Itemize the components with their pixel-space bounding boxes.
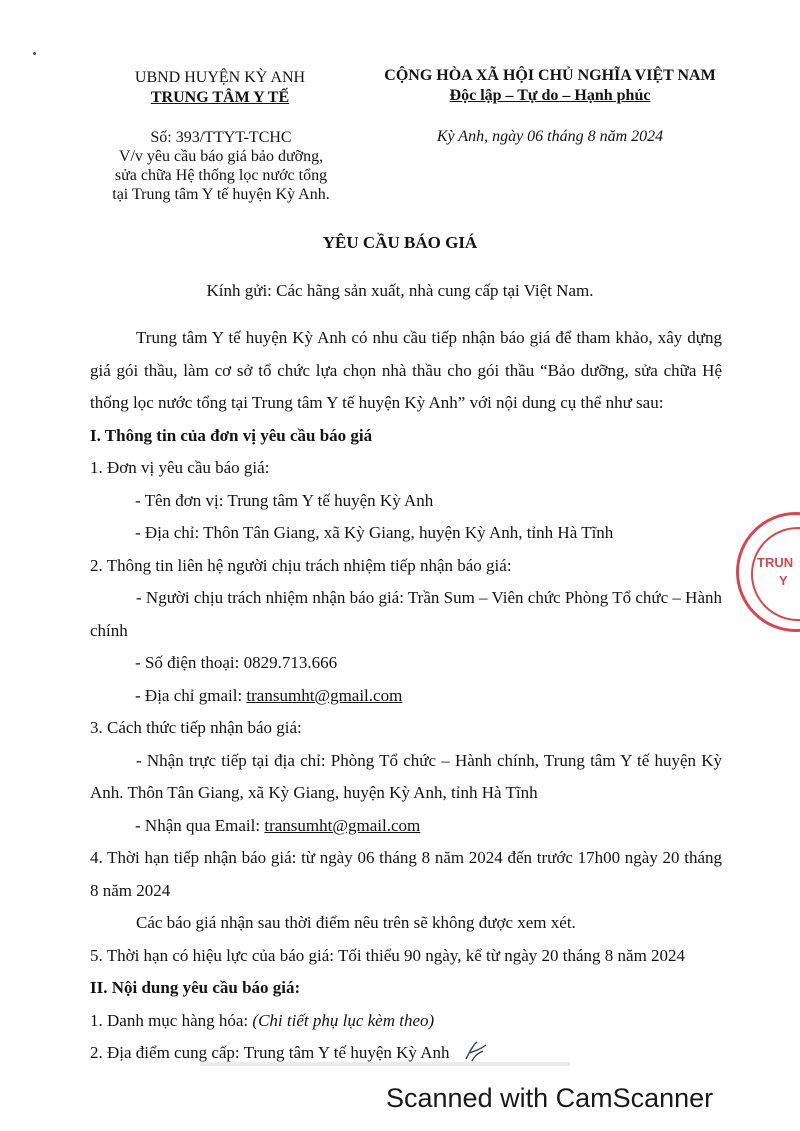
s1-item-4: 4. Thời hạn tiếp nhận báo giá: từ ngày 06 tháng 8 năm 2024 đến trước 17h00 ngày 20 tháng 8 năm 2024 — [90, 848, 722, 900]
section-1-heading: I. Thông tin của đơn vị yêu cầu báo giá — [90, 425, 373, 445]
doc-title: YÊU CẦU BÁO GIÁ — [322, 233, 478, 252]
national-title: CỘNG HÒA XÃ HỘI CHỦ NGHĨA VIỆT NAM — [384, 67, 716, 84]
national-motto: Độc lập – Tự do – Hạnh phúc — [449, 87, 651, 104]
s2-item-2-text: 2. Địa điểm cung cấp: Trung tâm Y tế huyện Kỳ Anh — [90, 1043, 450, 1062]
seal-inner-ring — [751, 527, 800, 621]
unit-name: - Tên đơn vị: Trung tâm Y tế huyện Kỳ Anh — [135, 490, 434, 510]
s1-item-2: 2. Thông tin liên hệ người chịu trách nhiệm tiếp nhận báo giá: — [90, 555, 512, 575]
email-label: - Nhận qua Email: — [135, 815, 265, 835]
s1-item-3: 3. Cách thức tiếp nhận báo giá: — [90, 718, 302, 737]
doc-date: Kỳ Anh, ngày 06 tháng 8 năm 2024 — [436, 128, 664, 145]
seal-text-2: Y — [779, 573, 788, 588]
doc-subject-line-1: V/v yêu cầu báo giá bảo dưỡng, — [118, 148, 324, 165]
doc-subject-line-3: tại Trung tâm Y tế huyện Kỳ Anh. — [112, 186, 330, 203]
gmail-link[interactable]: transumht@gmail.com — [246, 685, 403, 705]
red-seal-stamp — [736, 512, 800, 632]
initial-signature — [463, 1039, 489, 1063]
responsible-person: - Người chịu trách nhiệm nhận báo giá: Trần Sum – Viên chức Phòng Tổ chức – Hành chính — [90, 588, 722, 640]
issuer-unit: TRUNG TÂM Y TẾ — [150, 89, 290, 106]
doc-subject-line-2: sửa chữa Hệ thống lọc nước tổng — [114, 167, 328, 184]
s1-item-1: 1. Đơn vị yêu cầu báo giá: — [90, 458, 270, 477]
recipient-line: Kính gửi: Các hãng sản xuất, nhà cung cấp tại Việt Nam. — [206, 281, 594, 300]
doc-number-block — [90, 128, 352, 204]
doc-number: Số: 393/TTYT-TCHC — [150, 129, 292, 146]
s2-item-1-note: (Chi tiết phụ lục kèm theo) — [252, 1010, 435, 1030]
doc-body — [90, 322, 722, 1070]
intro-paragraph: Trung tâm Y tế huyện Kỳ Anh có nhu cầu tiếp nhận báo giá để tham khảo, xây dựng giá gói thầu, làm cơ sở tổ chức lựa chọn nhà thầu cho gói thầu “Bảo dưỡng, sửa chữa Hệ thống lọc nước tổng tại Trung tâm Y tế huyện Kỳ Anh” với nội dung cụ thể như sau: — [90, 328, 722, 412]
unit-address: - Địa chỉ: Thôn Tân Giang, xã Kỳ Giang, huyện Kỳ Anh, tỉnh Hà Tĩnh — [135, 523, 614, 542]
s1-item-5: 5. Thời hạn có hiệu lực của báo giá: Tối thiểu 90 ngày, kể từ ngày 20 tháng 8 năm 2024 — [90, 945, 686, 965]
scan-artifact — [200, 1062, 570, 1066]
gmail-label: - Địa chỉ gmail: — [135, 685, 247, 705]
section-2-heading: II. Nội dung yêu cầu báo giá: — [90, 978, 301, 997]
phone-line: - Số điện thoại: 0829.713.666 — [135, 653, 338, 672]
email-line — [90, 810, 722, 843]
s2-item-1-label: 1. Danh mục hàng hóa: — [90, 1010, 253, 1030]
gmail-line — [90, 680, 722, 713]
email-link[interactable]: transumht@gmail.com — [264, 815, 421, 835]
scan-speck — [33, 52, 36, 55]
late-note: Các báo giá nhận sau thời điểm nêu trên sẽ không được xem xét. — [136, 913, 576, 932]
issuer-org: UBND HUYỆN KỲ ANH — [134, 69, 306, 86]
direct-receipt: - Nhận trực tiếp tại địa chỉ: Phòng Tổ chức – Hành chính, Trung tâm Y tế huyện Kỳ Anh. Thôn Tân Giang, xã Kỳ Giang, huyện Kỳ Anh, tỉnh Hà Tĩnh — [90, 750, 722, 802]
national-header — [360, 66, 740, 106]
s2-item-1 — [90, 1005, 722, 1038]
issuer-block — [90, 68, 350, 108]
seal-text-1: TRUN — [757, 555, 794, 570]
scanner-watermark: Scanned with CamScanner — [386, 1083, 714, 1113]
